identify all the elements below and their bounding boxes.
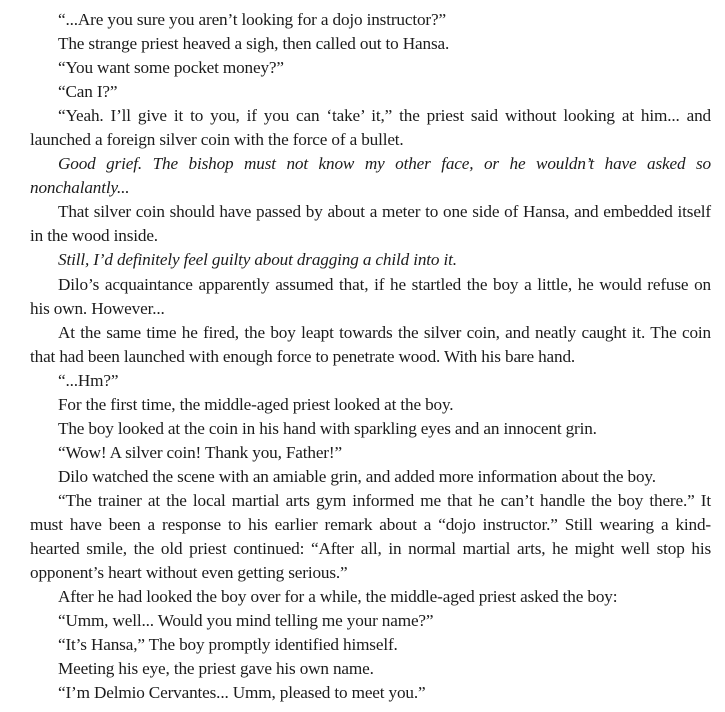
paragraph: “It’s Hansa,” The boy promptly identified himself. <box>58 635 398 655</box>
paragraph: “Yeah. I’ll give it to you, if you can ‘take’ it,” the priest said without looking at him... and launched a foreign silver coin with the force of a bullet. <box>30 106 711 150</box>
paragraph: “Can I?” <box>58 82 118 102</box>
paragraph: “I’m Delmio Cervantes... Umm, pleased to meet you.” <box>58 683 426 703</box>
paragraph: “Umm, well... Would you mind telling me your name?” <box>58 611 434 631</box>
paragraph: That silver coin should have passed by about a meter to one side of Hansa, and embedded itself in the wood inside. <box>30 202 711 246</box>
paragraph: “You want some pocket money?” <box>58 58 284 78</box>
paragraph: Still, I’d definitely feel guilty about dragging a child into it. <box>58 250 457 270</box>
paragraph: Meeting his eye, the priest gave his own name. <box>58 659 374 679</box>
paragraph: For the first time, the middle-aged priest looked at the boy. <box>58 394 454 414</box>
paragraph: “...Hm?” <box>58 370 119 390</box>
paragraph: Good grief. The bishop must not know my other face, or he wouldn’t have asked so nonchalantly... <box>30 154 711 198</box>
paragraph: Dilo’s acquaintance apparently assumed that, if he startled the boy a little, he would refuse on his own. However... <box>30 274 711 318</box>
paragraph: At the same time he fired, the boy leapt towards the silver coin, and neatly caught it. The coin that had been launched with enough force to penetrate wood. With his bare hand. <box>30 322 711 366</box>
paragraph: “The trainer at the local martial arts gym informed me that he can’t handle the boy there.” It must have been a response to his earlier remark about a “dojo instructor.” Still wearing a kind-hearted smile, the old priest continued: “After all, in normal martial arts, he might well stop his opponent’s heart without even getting serious.” <box>30 490 711 583</box>
paragraph: The boy looked at the coin in his hand with sparkling eyes and an innocent grin. <box>58 418 597 438</box>
paragraph: After he had looked the boy over for a while, the middle-aged priest asked the boy: <box>58 587 618 607</box>
paragraph: “...Are you sure you aren’t looking for a dojo instructor?” <box>58 10 446 29</box>
paragraph: Dilo watched the scene with an amiable grin, and added more information about the boy. <box>58 466 656 486</box>
paragraph: “Wow! A silver coin! Thank you, Father!” <box>58 442 342 462</box>
paragraph: The strange priest heaved a sigh, then called out to Hansa. <box>58 34 450 54</box>
